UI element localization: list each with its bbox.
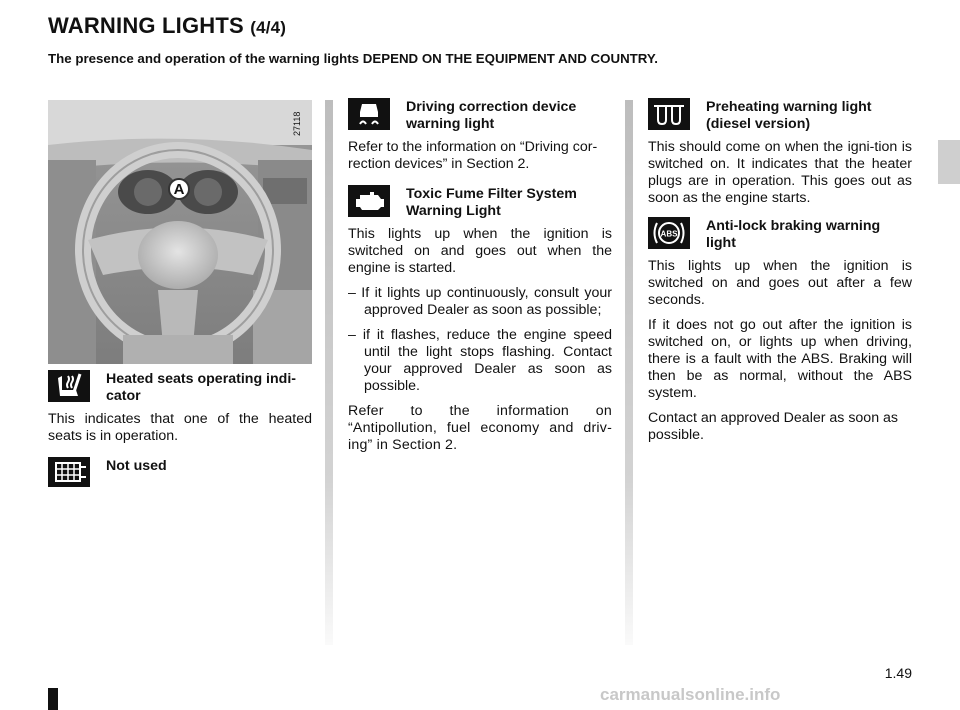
driving-correction-body: Refer to the information on “Driving cor-rection devices” in Section 2. (348, 139, 598, 172)
callout-a: A (168, 178, 190, 200)
toxic-fume-header (348, 185, 612, 220)
driving-correction-heading-l1: Driving correction device (406, 99, 577, 115)
abs-heading-l1: Anti-lock braking warning (706, 218, 881, 234)
figure-code: 27118 (292, 111, 302, 136)
glow-plug-icon (648, 98, 690, 130)
title-text: WARNING LIGHTS (48, 13, 244, 38)
title-part: (4/4) (250, 18, 287, 37)
heated-seats-heading-l1: Heated seats operating indi- (106, 371, 296, 387)
toxic-fume-note: Refer to the information on “Antipollution, fuel economy and driv-ing” in Section 2. (348, 403, 612, 453)
not-used-header (48, 457, 312, 491)
not-used-heading: Not used (106, 458, 167, 474)
abs-icon (648, 217, 690, 249)
toxic-fume-body: This lights up when the ignition is switched on and goes out when the engine is started. (348, 226, 612, 276)
grid-lamp-icon (48, 457, 90, 487)
engine-icon (348, 185, 390, 217)
preheating-heading-l2: (diesel version) (706, 116, 811, 132)
toxic-fume-bullet: – If it lights up continuously, consult your approved Dealer as soon as possible; (348, 285, 612, 318)
right-column (648, 98, 912, 452)
abs-body: Contact an approved Dealer as soon as possible. (648, 410, 899, 443)
preheating-body: This should come on when the igni-tion is switched on. It indicates that the heater plugs are in operation. This goes out as soon as the engine starts. (648, 139, 912, 206)
driving-correction-heading-l2: warning light (406, 116, 495, 132)
heated-seats-heading-l2: cator (106, 388, 141, 404)
preheating-header (648, 98, 912, 133)
toxic-fume-bullet: – if it flashes, reduce the engine speed until the light stops flashing. Contact your approved Dealer as soon as possible. (348, 327, 612, 394)
watermark: carmanualsonline.info (600, 685, 781, 704)
abs-icon-label: ABS (660, 229, 678, 239)
page-title (48, 13, 286, 39)
section-tab (938, 140, 960, 184)
middle-column (348, 98, 612, 462)
page-number: 1.49 (884, 665, 912, 681)
abs-heading-l2: light (706, 235, 736, 251)
corner-mark (48, 688, 58, 710)
preheating-heading-l1: Preheating warning light (706, 99, 872, 115)
heated-seat-icon (48, 370, 90, 402)
page-subtitle: The presence and operation of the warning lights DEPEND ON THE EQUIPMENT AND COUNTRY. (48, 51, 658, 66)
left-column (48, 370, 312, 497)
abs-body: If it does not go out after the ignition is switched on, or lights up when driving, there is a fault with the ABS. Braking will then be as normal, without the ABS system. (648, 317, 912, 401)
toxic-fume-heading-l1: Toxic Fume Filter System (406, 186, 577, 202)
abs-header (648, 217, 912, 252)
abs-body: This lights up when the ignition is switched on and goes out after a few seconds. (648, 258, 912, 308)
heated-seats-header (48, 370, 312, 405)
column-divider (325, 100, 333, 645)
stability-control-icon (348, 98, 390, 130)
toxic-fume-heading-l2: Warning Light (406, 203, 501, 219)
driving-correction-header (348, 98, 612, 133)
column-divider (625, 100, 633, 645)
heated-seats-body: This indicates that one of the heated seats is in operation. (48, 411, 312, 444)
dashboard-photo (48, 100, 312, 364)
